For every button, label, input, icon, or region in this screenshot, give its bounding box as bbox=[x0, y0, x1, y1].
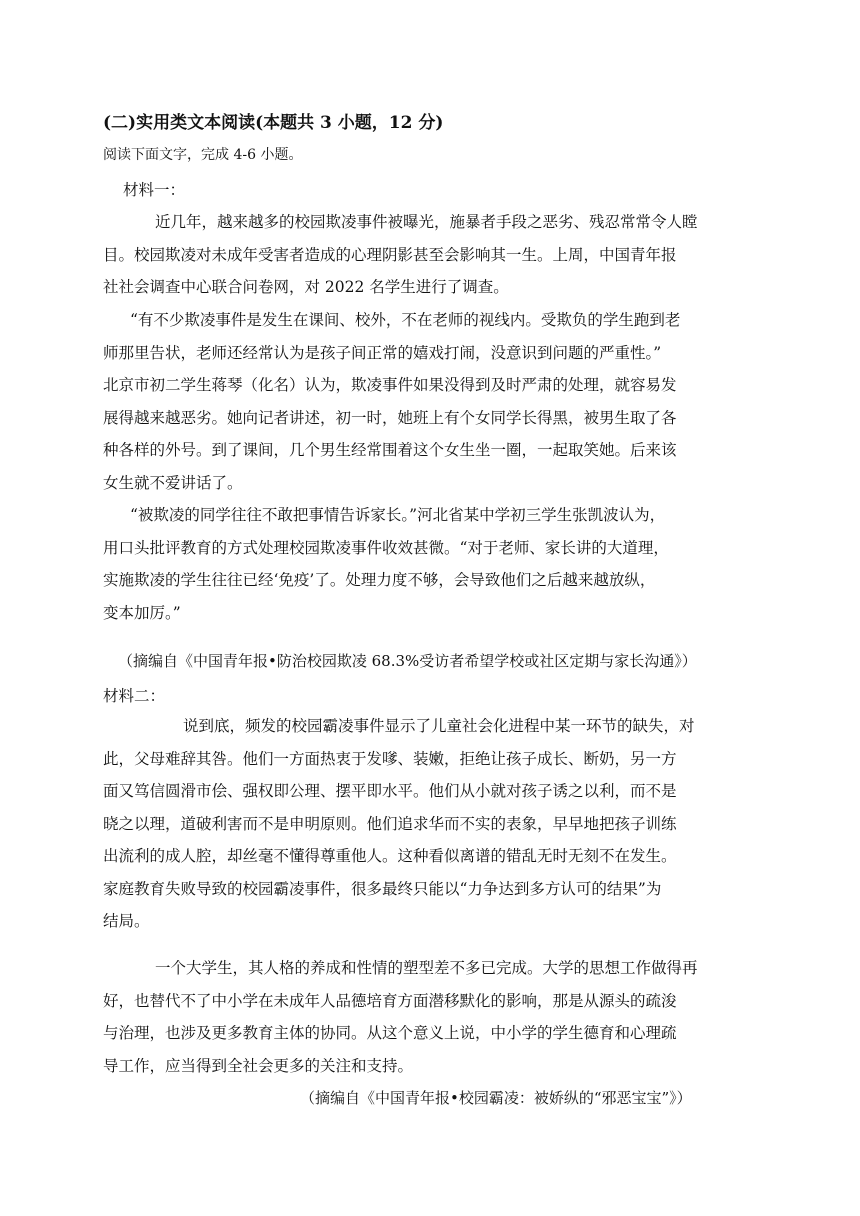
material1-label: 材料一： bbox=[123, 181, 186, 199]
material2-paragraph-2 bbox=[103, 952, 757, 1082]
text-line: 女生就不爱讲话了。 bbox=[103, 473, 243, 492]
text-line: 北京市初二学生蒋琴（化名）认为，欺凌事件如果没得到及时严肃的处理，就容易发 bbox=[103, 376, 677, 394]
instruction-text: 阅读下面文字，完成 4-6 小题。 bbox=[103, 147, 303, 163]
text-line: 导工作，应当得到全社会更多的关注和支持。 bbox=[103, 1056, 414, 1075]
text-line: 种各样的外号。到了课间，几个男生经常围着这个女生坐一圈，一起取笑她。后来该 bbox=[103, 441, 677, 459]
text-line: 面又笃信圆滑市侩、强权即公理、摆平即水平。他们从小就对孩子诱之以利，而不是 bbox=[103, 782, 677, 800]
text-line: 与治理，也涉及更多教育主体的协同。从这个意义上说，中小学的学生德育和心理疏 bbox=[103, 1024, 677, 1042]
material1-paragraph-3 bbox=[103, 499, 757, 629]
text-line: 此，父母难辞其咎。他们一方面热衷于发嗲、装嫩，拒绝让孩子成长、断奶，另一方 bbox=[103, 749, 677, 768]
material1-source: （摘编自《中国青年报•防治校园欺凌 68.3%受访者希望学校或社区定期与家长沟通》） bbox=[118, 652, 697, 670]
text-line: “有不少欺凌事件是发生在课间、校外，不在老师的视线内。受欺负的学生跑到老 bbox=[130, 311, 681, 329]
material2-source: （摘编自《中国青年报•校园霸凌：被娇纵的“邪恶宝宝”》） bbox=[300, 1089, 692, 1107]
material2-paragraph-1 bbox=[103, 710, 757, 938]
text-line: 师那里告状，老师还经常认为是孩子间正常的嬉戏打闹，没意识到问题的严重性。” bbox=[103, 343, 662, 362]
text-line: 好，也替代不了中小学在未成年人品德培育方面潜移默化的影响，那是从源头的疏浚 bbox=[103, 991, 677, 1010]
text-line: 展得越来越恶劣。她向记者讲述，初一时，她班上有个女同学长得黑，被男生取了各 bbox=[103, 408, 677, 427]
text-line: 晓之以理，道破利害而不是申明原则。他们追求华而不实的表象，早早地把孩子训练 bbox=[103, 814, 677, 833]
text-line: 目。校园欺凌对未成年受害者造成的心理阴影甚至会影响其一生。上周，中国青年报 bbox=[103, 245, 677, 264]
material2-label: 材料二： bbox=[103, 687, 166, 705]
text-line: 家庭教育失败导致的校园霸凌事件，很多最终只能以“力争达到多方认可的结果”为 bbox=[103, 879, 662, 898]
text-line: 一个大学生，其人格的养成和性情的塑型差不多已完成。大学的思想工作做得再 bbox=[155, 959, 698, 977]
text-line: 实施欺凌的学生往往已经‘免疫’了。处理力度不够，会导致他们之后越来越放纵， bbox=[103, 571, 656, 589]
material1-paragraph-1 bbox=[103, 206, 757, 304]
text-line: 近几年，越来越多的校园欺凌事件被曝光，施暴者手段之恶劣、残忍常常令人瞠 bbox=[155, 213, 698, 231]
text-line: 结局。 bbox=[103, 912, 150, 930]
section-heading: (二)实用类文本阅读(本题共 3 小题，12 分) bbox=[103, 113, 444, 133]
text-line: 说到底，频发的校园霸凌事件显示了儿童社会化进程中某一环节的缺失，对 bbox=[183, 717, 695, 735]
text-line: 出流利的成人腔，却丝毫不懂得尊重他人。这种看似离谱的错乱无时无刻不在发生。 bbox=[103, 847, 677, 865]
text-line: “被欺凌的同学往往不敢把事情告诉家长。”河北省某中学初三学生张凯波认为， bbox=[130, 506, 666, 524]
text-line: 变本加厉。” bbox=[103, 603, 181, 622]
text-line: 用口头批评教育的方式处理校园欺凌事件收效甚微。“对于老师、家长讲的大道理， bbox=[103, 538, 669, 557]
text-line: 社社会调查中心联合问卷网，对 2022 名学生进行了调查。 bbox=[103, 278, 509, 296]
material1-paragraph-2 bbox=[103, 304, 757, 499]
